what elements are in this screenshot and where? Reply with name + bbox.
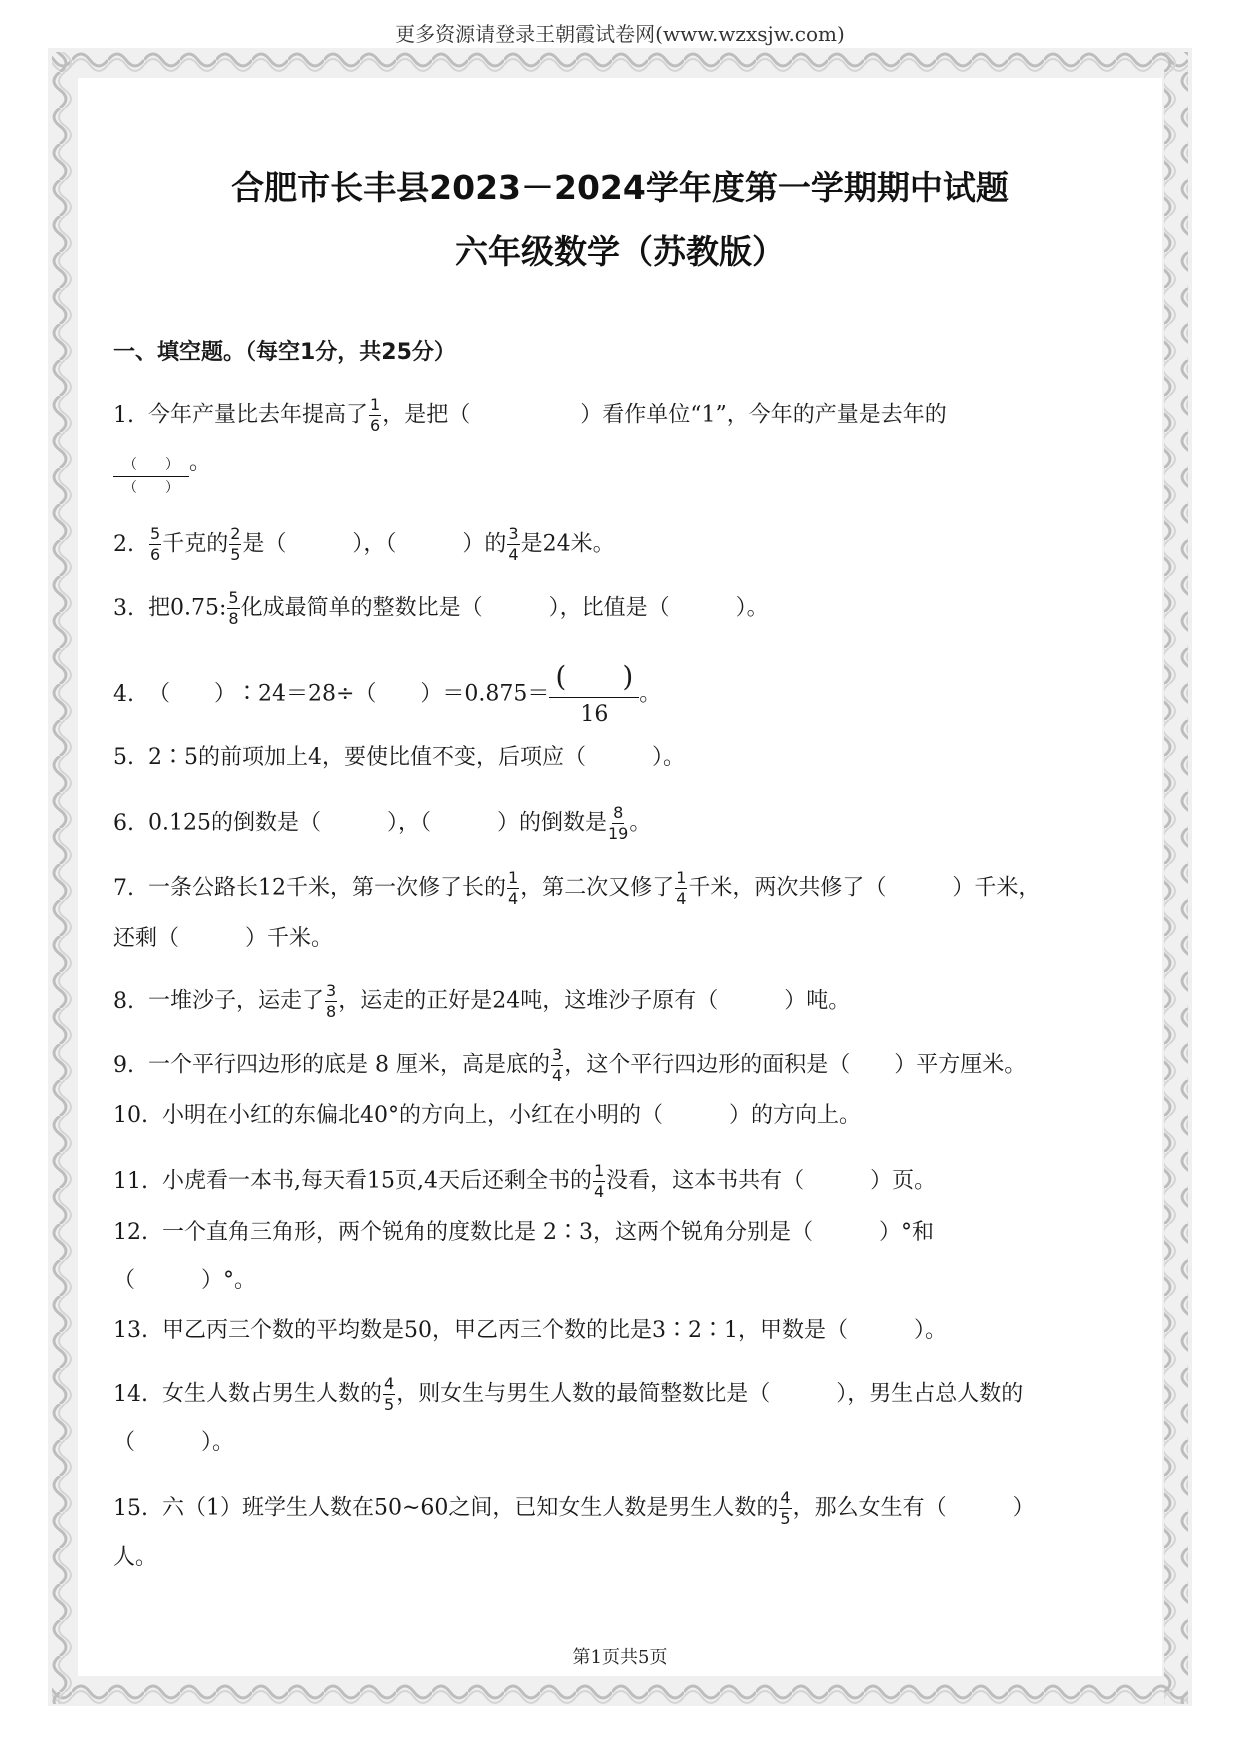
question-number: 13. [113,1318,148,1343]
fraction: $\frac{3}{8}$ [326,981,337,1021]
question-number: 5. [113,745,134,770]
exam-subtitle: 六年级数学（苏教版） [455,232,785,271]
question-number: 12. [113,1220,148,1245]
question-number: 15. [113,1495,148,1521]
exam-title: 合肥市长丰县2023－2024学年度第一学期期中试题 [231,168,1009,207]
section-heading: 一、填空题。（每空1分，共25分） [113,340,456,365]
blank-fraction: $\frac{( )}{16}$ [549,663,639,726]
question-15-cont: 人。 [113,1545,158,1570]
question-4: 4. （ ）∶24＝28÷（ ）＝0.875＝ $\frac{( )}{16}$ 。 [113,660,662,727]
question-5: 5. 2∶5的前项加上4，要使比值不变，后项应（ ）。 [113,745,685,770]
question-8: 8. 一堆沙子，运走了 $\frac{3}{8}$ ，运走的正好是24吨，这堆沙子原有（ ）吨。 [113,981,851,1021]
question-1: 1. 今年产量比去年提高了 $\frac{1}{6}$ ，是把（ ）看作单位“1”，今年的产量是去年的 [113,395,947,435]
question-6: 6. 0.125的倒数是（ ），（ ）的倒数是 $\frac{8}{19}$ 。 [113,803,652,843]
question-12-cont: （ ）°。 [113,1268,257,1293]
question-11: 11. 小虎看一本书,每天看15页,4天后还剩全书的 $\frac{1}{4}$ 没看，这本书共有（ ）页。 [113,1161,937,1201]
question-7: 7. 一条公路长12千米，第一次修了长的 $\frac{1}{4}$ ，第二次又修了 $\frac{1}{4}$ 千米，两次共修了（ ）千米， [113,868,1041,908]
question-number: 7. [113,875,134,901]
question-number: 8. [113,988,134,1014]
question-14: 14. 女生人数占男生人数的 $\frac{4}{5}$ ，则女生与男生人数的最简整数比是（ ），男生占总人数的 [113,1374,1024,1414]
blank-fraction: $\frac{( )}{( )}$ [113,458,189,495]
question-3: 3. 把0.75: $\frac{5}{8}$ 化成最简单的整数比是（ ），比值是（ ）。 [113,588,769,628]
question-15: 15. 六（1）班学生人数在50~60之间，已知女生人数是男生人数的 $\frac{4}{5}$ ，那么女生有（ ） [113,1488,1035,1528]
question-2: 2. $\frac{5}{6}$ 千克的 $\frac{2}{5}$ 是（ ），（ ）的 $\frac{3}{4}$ 是24米。 [113,524,615,564]
fraction: $\frac{2}{5}$ [230,524,241,564]
question-number: 14. [113,1381,148,1407]
fraction: $\frac{5}{6}$ [150,524,161,564]
fraction: $\frac{3}{4}$ [552,1045,563,1085]
question-7-cont: 还剩（ ）千米。 [113,926,334,951]
question-number: 3. [113,595,134,621]
question-number: 11. [113,1168,148,1194]
watermark-text: 更多资源请登录王朝霞试卷网(www.wzxsjw.com) [395,22,845,46]
question-12: 12. 一个直角三角形，两个锐角的度数比是 2∶3，这两个锐角分别是（ ）°和 [113,1220,934,1245]
question-10: 10. 小明在小红的东偏北40°的方向上，小红在小明的（ ）的方向上。 [113,1103,861,1128]
question-number: 1. [113,402,134,428]
page-number: 第1页共5页 [572,1647,668,1668]
fraction: $\frac{5}{8}$ [228,588,239,628]
fraction: $\frac{1}{4}$ [676,868,687,908]
fraction: $\frac{1}{4}$ [508,868,519,908]
question-number: 10. [113,1103,148,1128]
fraction: $\frac{8}{19}$ [607,803,629,843]
fraction: $\frac{1}{4}$ [593,1161,605,1201]
question-9: 9. 一个平行四边形的底是 8 厘米，高是底的 $\frac{3}{4}$ ，这个平行四边形的面积是（ ）平方厘米。 [113,1045,1027,1085]
fraction: $\frac{1}{6}$ [370,395,381,435]
question-number: 9. [113,1052,134,1078]
fraction: $\frac{4}{5}$ [384,1374,395,1414]
fraction: $\frac{4}{5}$ [780,1488,791,1528]
fraction: $\frac{3}{4}$ [508,524,519,564]
question-1-answer: $\frac{( )}{( )}$ 。 [113,452,211,495]
question-number: 6. [113,810,134,836]
question-number: 4. [113,681,134,707]
question-number: 2. [113,531,134,557]
question-13: 13. 甲乙丙三个数的平均数是50，甲乙丙三个数的比是3∶2∶1，甲数是（ ）。 [113,1318,947,1343]
question-14-cont: （ ）。 [113,1430,235,1455]
